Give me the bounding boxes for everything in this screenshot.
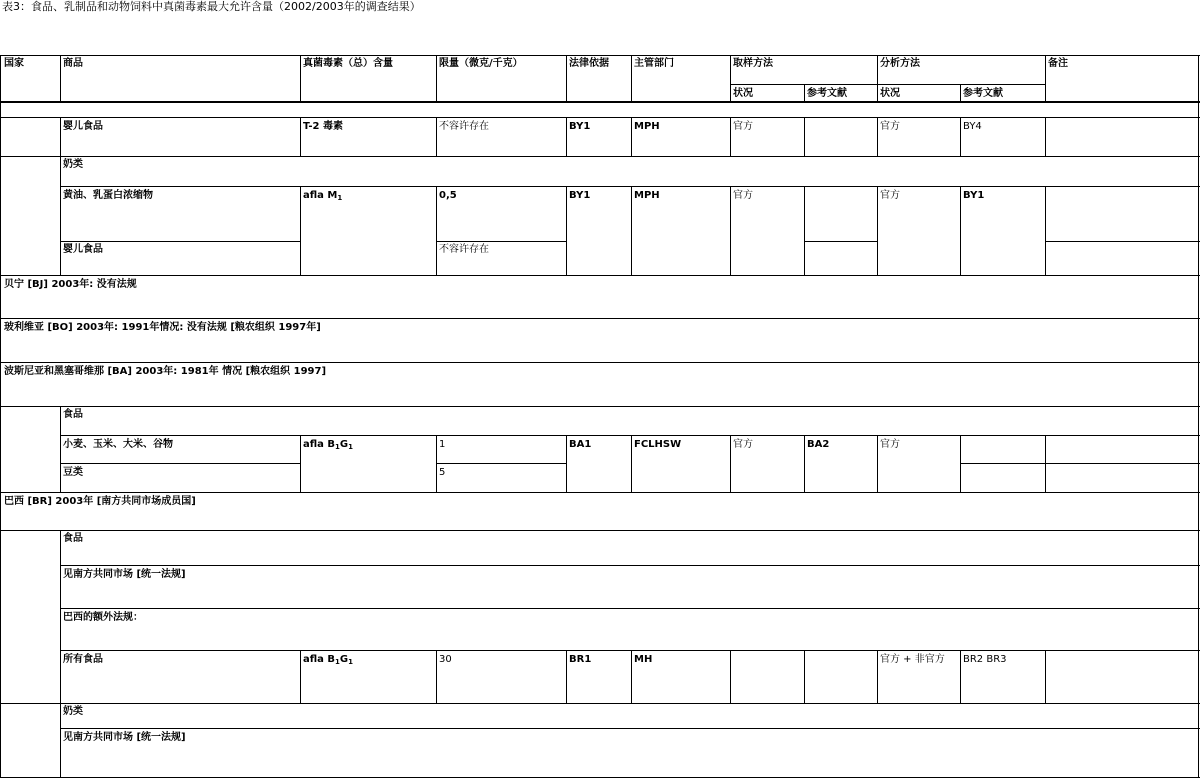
rule [804, 117, 805, 157]
rule [631, 117, 632, 157]
rule [60, 650, 1200, 651]
rule [60, 186, 1200, 187]
cell-analysis-status: 官方 + 非官方 [880, 654, 945, 665]
rule [60, 406, 61, 493]
header-sampling-status: 状况 [733, 88, 753, 99]
rule [804, 241, 877, 242]
cell-legal: BR1 [569, 654, 592, 665]
header-analysis-reference: 参考文献 [963, 88, 1003, 99]
rule [300, 117, 301, 157]
rule [877, 435, 878, 493]
rule [0, 101, 1200, 103]
rule [0, 55, 1200, 56]
rule [60, 435, 1200, 436]
note-brazil-extra: 巴西的额外法规： [63, 612, 143, 623]
rule [631, 650, 632, 704]
rule [877, 186, 878, 276]
rule [960, 463, 1200, 464]
header-mycotoxin: 真菌毒素（总）含量 [303, 58, 393, 69]
cell-limit: 不容许存在 [439, 244, 489, 255]
cell-commodity: 豆类 [63, 467, 83, 478]
rule [436, 241, 566, 242]
cell-commodity: 所有食品 [63, 654, 103, 665]
rule [436, 650, 437, 704]
cell-limit: 不容许存在 [439, 121, 489, 132]
rule [0, 318, 1200, 319]
header-legal-basis: 法律依据 [569, 58, 609, 69]
rule [60, 117, 61, 157]
header-analysis: 分析方法 [880, 58, 920, 69]
rule [436, 117, 437, 157]
cell-legal: BA1 [569, 439, 592, 450]
country-row-bolivia: 玻利维亚 [BO] 2003年: 1991年情况: 没有法规 [粮农组织 1997年] [4, 322, 321, 333]
rule [566, 117, 567, 157]
rule [730, 55, 731, 102]
rule [1045, 650, 1046, 704]
rule [60, 703, 61, 778]
rule [960, 650, 961, 704]
rule [436, 435, 437, 493]
note-mercosur: 见南方共同市场 [统一法规] [63, 569, 186, 580]
header-limit: 限量（微克/千克） [439, 58, 523, 69]
header-commodity: 商品 [63, 58, 83, 69]
country-row-benin: 贝宁 [BJ] 2003年: 没有法规 [4, 279, 137, 290]
rule [1045, 186, 1046, 276]
cell-authority: MPH [634, 190, 660, 201]
rule [804, 186, 805, 276]
rule [436, 55, 437, 102]
rule [631, 435, 632, 493]
cell-limit: 0,5 [439, 190, 457, 201]
rule [60, 463, 300, 464]
rule [1045, 435, 1046, 493]
rule [877, 55, 878, 102]
rule [960, 84, 961, 102]
rule [0, 362, 1200, 363]
rule [0, 530, 1200, 531]
rule [566, 186, 567, 276]
header-sampling-reference: 参考文献 [807, 88, 847, 99]
rule [960, 186, 961, 276]
rule [300, 186, 301, 276]
rule [436, 463, 566, 464]
cell-analysis-status: 官方 [880, 439, 900, 450]
rule [0, 156, 1200, 157]
cell-sampling-status: 官方 [733, 121, 753, 132]
rule [0, 275, 1200, 276]
cell-commodity: 婴儿食品 [63, 244, 103, 255]
rule [730, 186, 731, 276]
section-label-dairy: 奶类 [63, 159, 83, 170]
rule [960, 435, 961, 493]
rule [60, 530, 61, 704]
rule [0, 117, 1200, 118]
rule [804, 650, 805, 704]
rule [1045, 55, 1046, 102]
cell-legal: BY1 [569, 121, 591, 132]
rule [300, 55, 301, 102]
header-remarks: 备注 [1048, 58, 1068, 69]
rule [877, 650, 878, 704]
country-row-brazil: 巴西 [BR] 2003年 [南方共同市场成员国] [4, 496, 196, 507]
rule [730, 117, 731, 157]
cell-legal: BY1 [569, 190, 591, 201]
rule [631, 55, 632, 102]
rule [0, 703, 1200, 704]
rule [804, 84, 805, 102]
rule [1045, 117, 1046, 157]
cell-toxin: T-2 毒素 [303, 121, 343, 132]
rule [960, 117, 961, 157]
note-mercosur: 见南方共同市场 [统一法规] [63, 732, 186, 743]
cell-analysis-reference: BY1 [963, 190, 985, 201]
cell-commodity: 婴儿食品 [63, 121, 103, 132]
rule [0, 492, 1200, 493]
cell-commodity: 黄油、乳蛋白浓缩物 [63, 190, 153, 201]
section-label-food: 食品 [63, 533, 83, 544]
rule [60, 241, 300, 242]
cell-authority: MPH [634, 121, 660, 132]
header-country: 国家 [4, 58, 24, 69]
rule [730, 650, 731, 704]
cell-toxin: afla $B_1G_1$ [303, 439, 353, 451]
cell-sampling-reference: BA2 [807, 439, 830, 450]
cell-authority: MH [634, 654, 653, 665]
rule [804, 435, 805, 493]
rule [566, 650, 567, 704]
header-sampling: 取样方法 [733, 58, 773, 69]
cell-toxin: afla $M_1$ [303, 190, 343, 202]
cell-sampling-status: 官方 [733, 439, 753, 450]
rule [60, 728, 1200, 729]
section-label-food: 食品 [63, 409, 83, 420]
rule [730, 84, 1045, 85]
rule [60, 565, 1200, 566]
cell-commodity: 小麦、玉米、大米、谷物 [63, 439, 173, 450]
rule [631, 186, 632, 276]
rule [0, 777, 1200, 778]
rule [436, 186, 437, 276]
rule [566, 435, 567, 493]
header-authority: 主管部门 [634, 58, 674, 69]
rule [730, 435, 731, 493]
cell-analysis-reference: BR2 BR3 [963, 654, 1007, 665]
rule [0, 406, 1200, 407]
rule [60, 55, 61, 102]
cell-sampling-status: 官方 [733, 190, 753, 201]
cell-authority: FCLHSW [634, 439, 682, 450]
rule [60, 608, 1200, 609]
rule [0, 55, 1, 778]
cell-analysis-status: 官方 [880, 190, 900, 201]
rule [300, 435, 301, 493]
header-analysis-status: 状况 [880, 88, 900, 99]
cell-toxin: afla $B_1G_1$ [303, 654, 353, 666]
table-caption: 表3：食品、乳制品和动物饲料中真菌毒素最大允许含量（2002/2003年的调查结果） [2, 0, 421, 13]
section-label-dairy: 奶类 [63, 706, 83, 717]
cell-limit: 1 [439, 439, 446, 450]
cell-analysis-status: 官方 [880, 121, 900, 132]
rule [566, 55, 567, 102]
rule [300, 650, 301, 704]
rule [60, 156, 61, 276]
rule [877, 117, 878, 157]
cell-limit: 5 [439, 467, 446, 478]
country-row-bosnia: 波斯尼亚和黑塞哥维那 [BA] 2003年: 1981年 情况 [粮农组织 1997] [4, 366, 327, 377]
cell-limit: 30 [439, 654, 452, 665]
rule [1045, 241, 1200, 242]
rule [1198, 55, 1199, 778]
cell-analysis-reference: BY4 [963, 121, 982, 132]
